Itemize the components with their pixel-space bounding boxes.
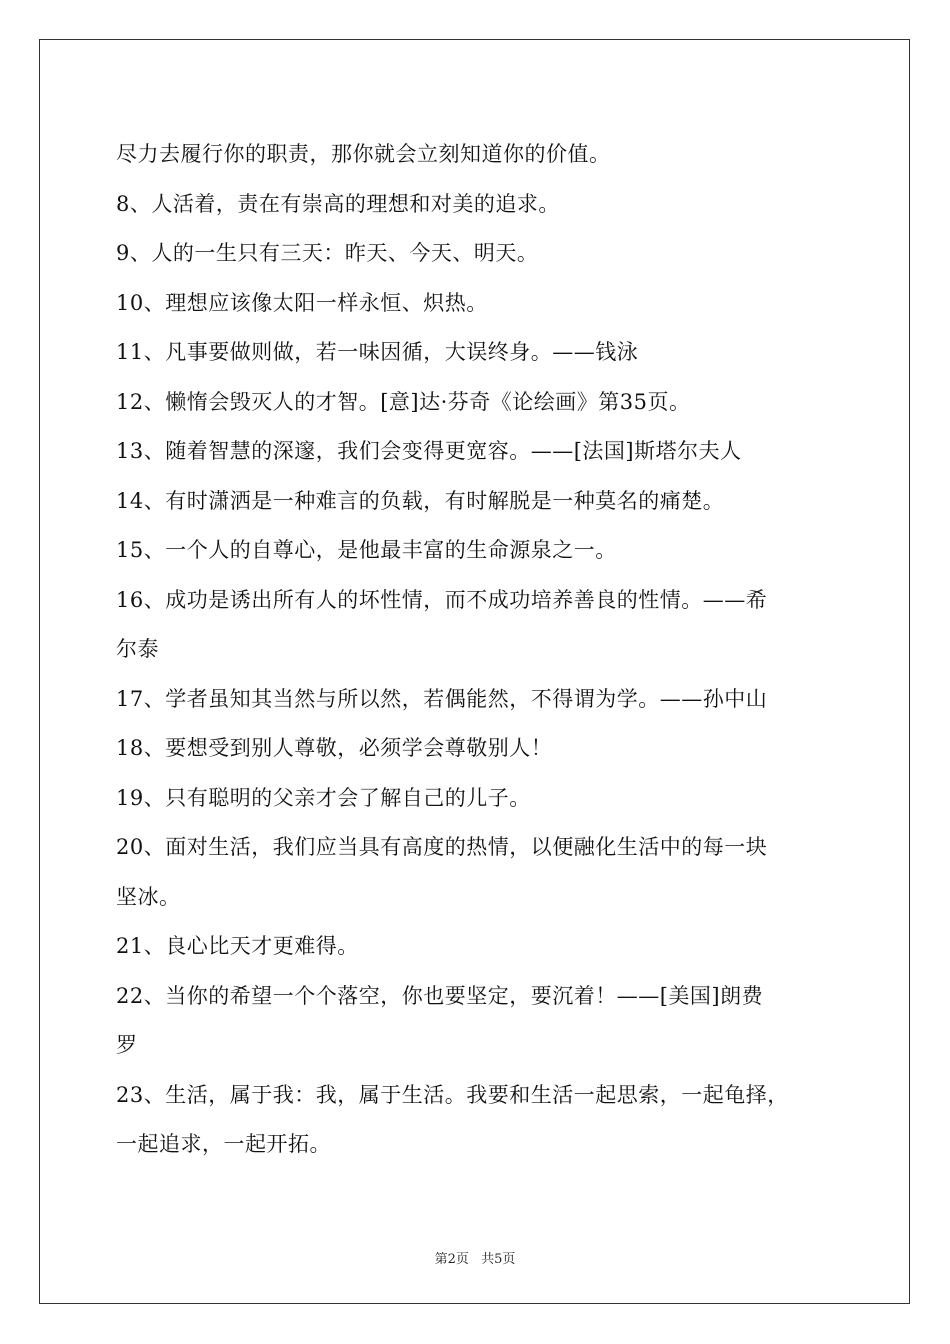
text-line: 16、成功是诱出所有人的坏性情，而不成功培养善良的性情。——希	[116, 587, 768, 612]
text-line: 尽力去履行你的职责，那你就会立刻知道你的价值。	[116, 142, 611, 166]
page-number: 第2页	[434, 1252, 469, 1267]
document-body	[116, 130, 856, 1170]
text-line: 15、一个人的自尊心，是他最丰富的生命源泉之一。	[116, 538, 617, 562]
text-line: 11、凡事要做则做，若一味因循，大误终身。——钱泳	[116, 340, 639, 364]
text-line: 21、良心比天才更难得。	[116, 934, 359, 958]
text-line: 23、生活，属于我：我，属于生活。我要和生活一起思索，一起龟择，	[116, 1082, 789, 1107]
text-line: 9、人的一生只有三天：昨天、今天、明天。	[116, 241, 539, 265]
text-line: 10、理想应该像太阳一样永恒、炽热。	[116, 290, 488, 315]
text-line: 罗	[116, 1033, 138, 1057]
text-line: 20、面对生活，我们应当具有高度的热情，以便融化生活中的每一块	[116, 835, 768, 859]
text-line: 22、当你的希望一个个落空，你也要坚定，要沉着！——[美国]朗费	[116, 983, 764, 1008]
text-line: 一起追求，一起开拓。	[116, 1132, 331, 1156]
text-line: 14、有时潇洒是一种难言的负载，有时解脱是一种莫名的痛楚。	[116, 488, 725, 513]
text-line: 18、要想受到别人尊敬，必须学会尊敬别人！	[116, 736, 553, 760]
page-total: 共5页	[481, 1252, 516, 1267]
page-footer	[0, 1248, 950, 1267]
text-line: 19、只有聪明的父亲才会了解自己的儿子。	[116, 785, 531, 810]
text-line: 12、懒惰会毁灭人的才智。[意]达·芬奇《论绘画》第35页。	[116, 389, 691, 414]
text-line: 13、随着智慧的深邃，我们会变得更宽容。——[法国]斯塔尔夫人	[116, 439, 742, 463]
text-line: 8、人活着，责在有崇高的理想和对美的追求。	[116, 191, 560, 216]
text-line: 坚冰。	[116, 884, 181, 909]
text-line: 尔泰	[116, 637, 159, 661]
text-line: 17、学者虽知其当然与所以然，若偶能然，不得谓为学。——孙中山	[116, 686, 768, 711]
